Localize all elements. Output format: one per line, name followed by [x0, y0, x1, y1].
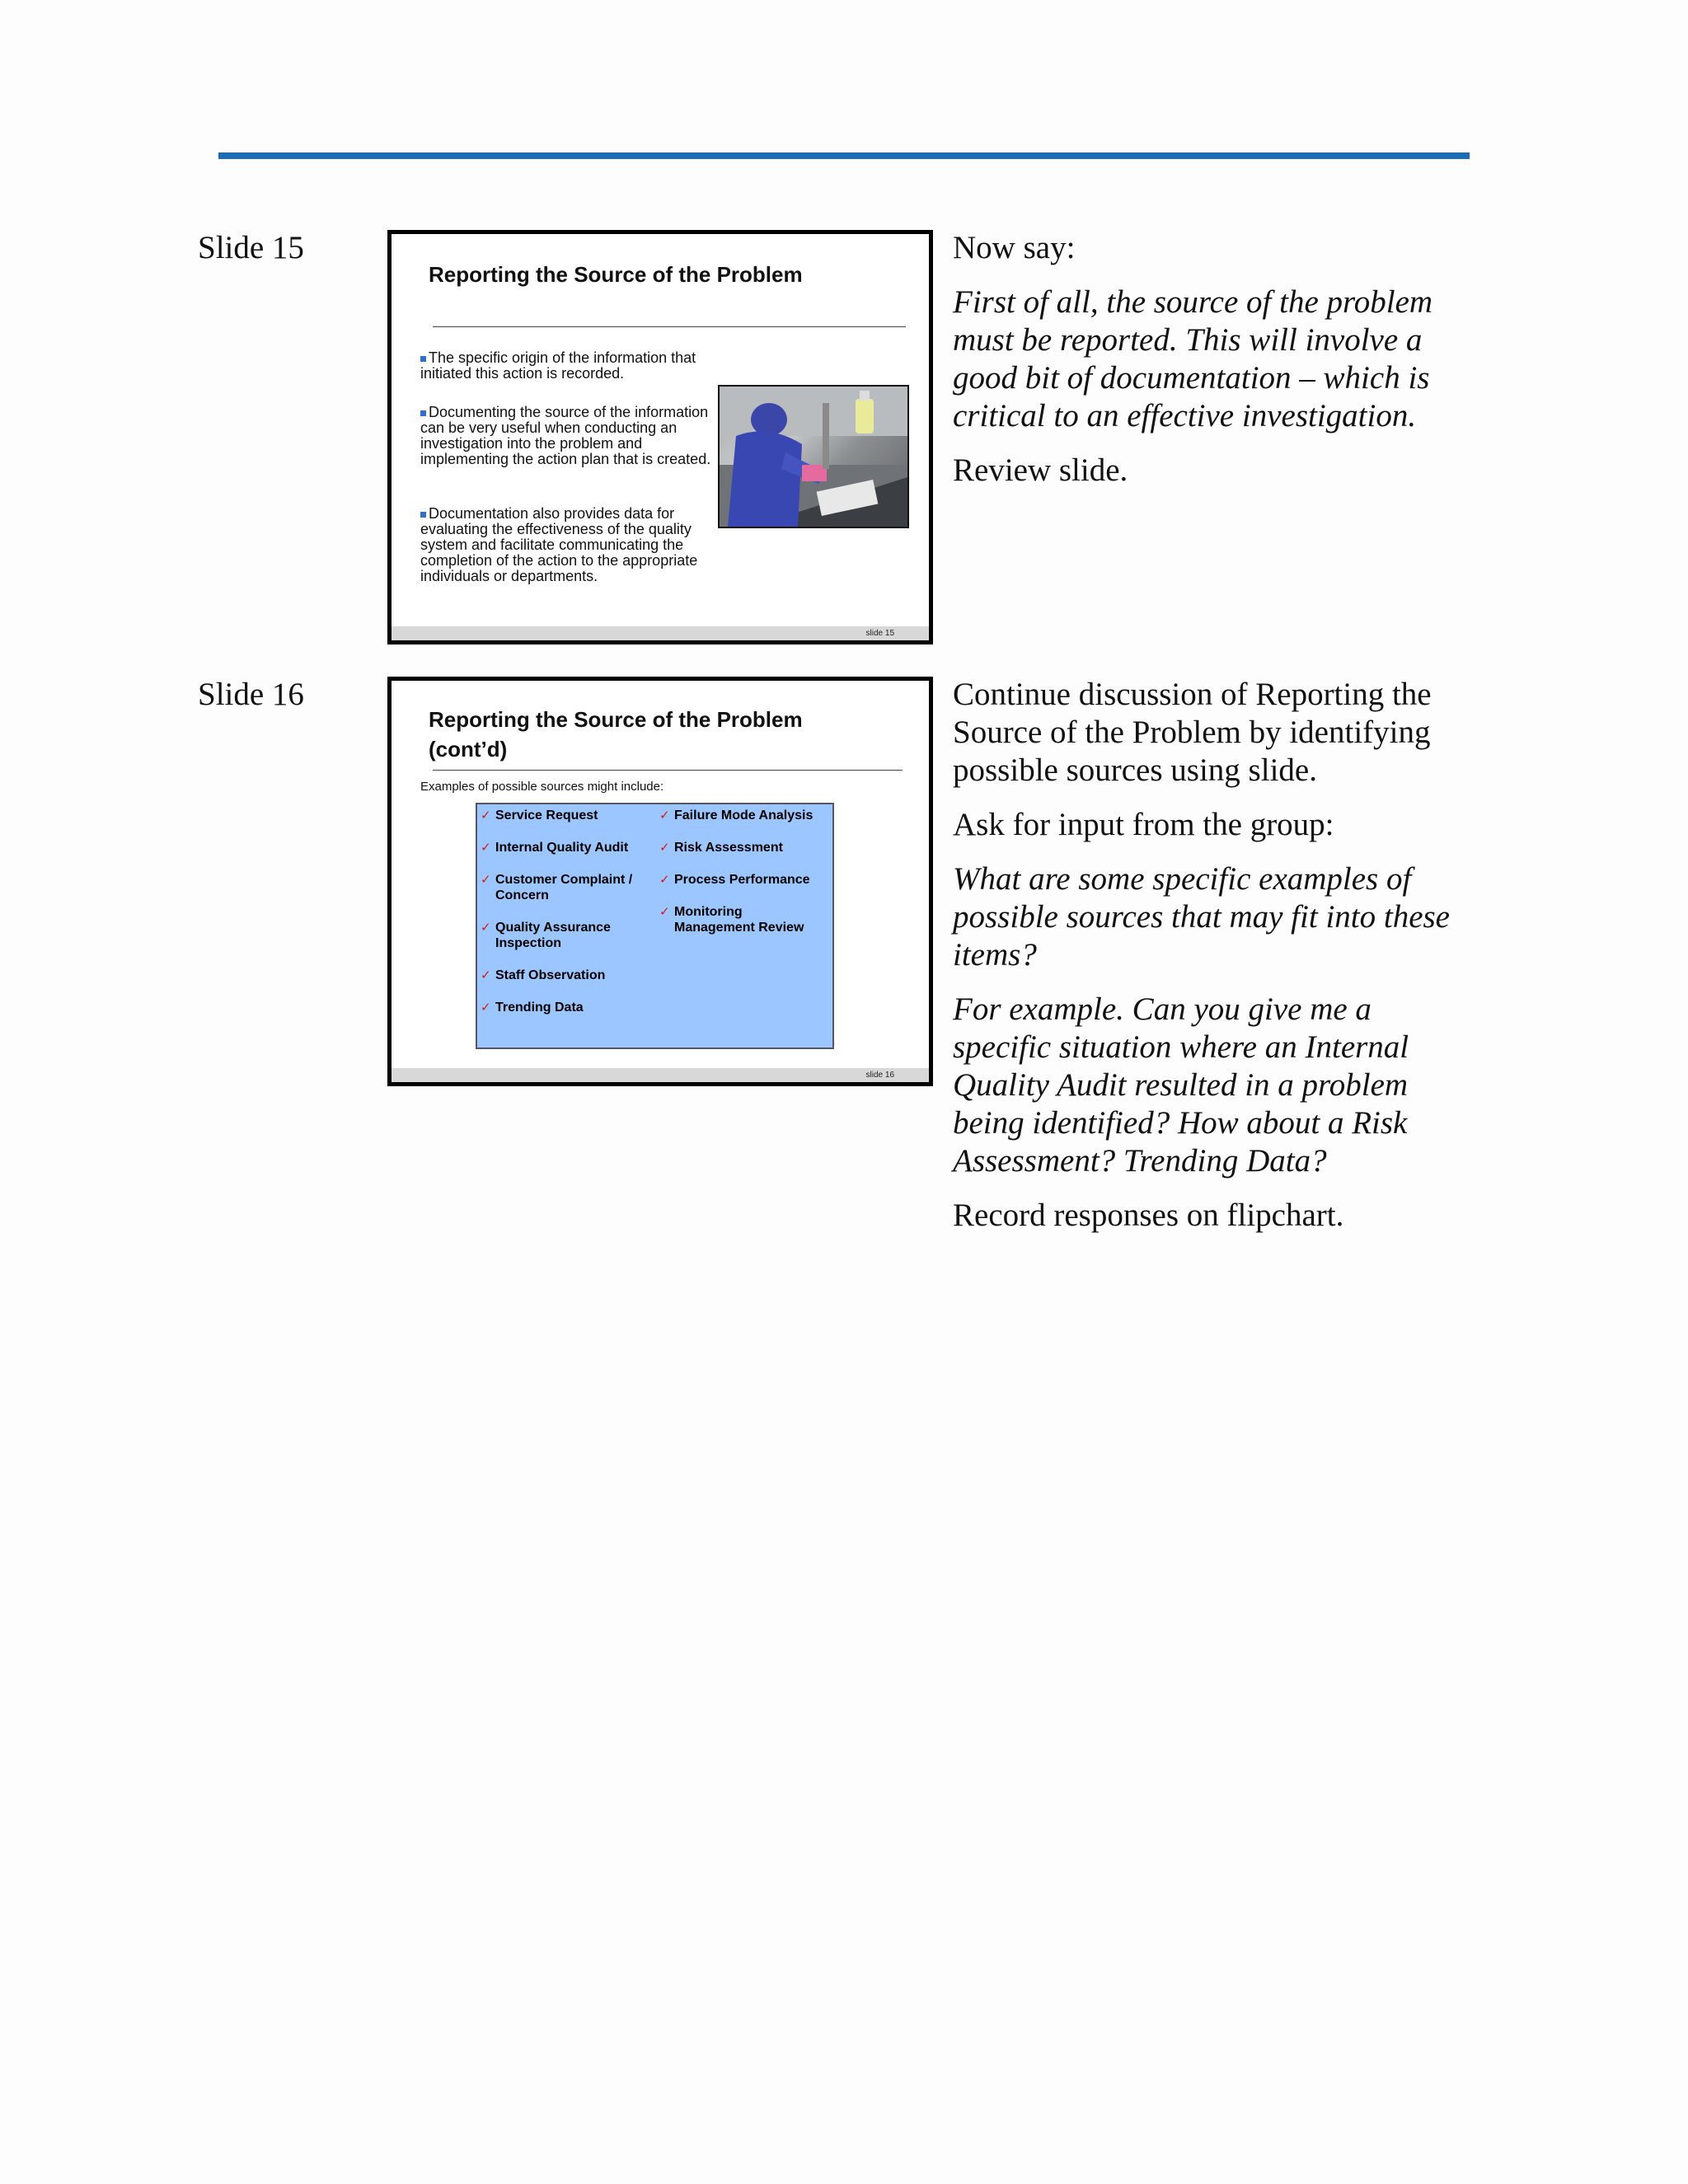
source-item: ✓ Monitoring Management Review [659, 905, 804, 935]
slide-16-label: Slide 16 [198, 677, 304, 712]
slide-15-bullet-2: Documenting the source of the information can be very useful when conducting an investigation into the problem and implementing the action plan that is created. [420, 404, 711, 467]
checkmark-icon: ✓ [659, 873, 670, 887]
source-item: ✓ Service Request [481, 808, 598, 823]
source-item: ✓ Failure Mode Analysis [659, 808, 814, 823]
source-item: ✓ Risk Assessment [659, 841, 783, 855]
slide-15-label: Slide 15 [198, 230, 304, 265]
slide-title-rule [433, 326, 906, 327]
checkmark-icon: ✓ [481, 841, 491, 855]
slide-16-thumbnail [387, 677, 933, 1086]
source-item: ✓ Internal Quality Audit [481, 841, 629, 855]
header-rule [218, 152, 1470, 159]
slide-15-number: slide 15 [865, 629, 894, 638]
note-for-example: For example. Can you give me a specific situation where an Internal Quality Audit resulted in a problem being identified? How about a Risk Assessment? Trending Data? [953, 991, 1409, 1179]
slide-16-title-line-2: (cont’d) [429, 737, 508, 762]
note-review-slide: Review slide. [953, 452, 1128, 488]
sources-left-column [479, 808, 660, 1032]
note-now-say: Now say: [953, 230, 1076, 265]
source-item: ✓ Quality Assurance Inspection [481, 921, 611, 950]
slide-15-notes [953, 229, 1472, 506]
note-source-reported: First of all, the source of the problem must be reported. This will involve a good bit of documentation – which is critical to an effective investigation. [953, 284, 1433, 434]
checkmark-icon: ✓ [481, 1001, 491, 1015]
bullet-square-icon [420, 410, 426, 416]
bullet-square-icon [420, 512, 426, 518]
sources-box [476, 803, 834, 1049]
slide-16-title-line-1: Reporting the Source of the Problem [429, 707, 803, 732]
slide-15-thumbnail [387, 230, 933, 644]
source-item: ✓ Staff Observation [481, 968, 606, 982]
checkmark-icon: ✓ [659, 905, 670, 919]
source-item: ✓ Process Performance [659, 873, 810, 887]
source-item: ✓ Customer Complaint / Concern [481, 873, 633, 902]
slide-title-rule [433, 770, 903, 771]
checkmark-icon: ✓ [481, 873, 491, 887]
slide-16-intro: Examples of possible sources might include: [420, 780, 664, 794]
slide-16-notes [953, 676, 1472, 1251]
slide-15-footer [392, 626, 929, 640]
note-record-responses: Record responses on flipchart. [953, 1197, 1344, 1233]
checkmark-icon: ✓ [481, 808, 491, 823]
note-continue-discussion: Continue discussion of Reporting the Source of the Problem by identifying possible sources using slide. [953, 677, 1432, 788]
note-question-examples: What are some specific examples of possible sources that may fit into these items? [953, 861, 1450, 972]
checkmark-icon: ✓ [659, 841, 670, 855]
checkmark-icon: ✓ [659, 808, 670, 823]
sources-right-column [658, 808, 839, 952]
slide-16-footer [392, 1068, 929, 1082]
slide-15-title: Reporting the Source of the Problem [429, 262, 803, 287]
source-item: ✓ Trending Data [481, 1001, 584, 1015]
note-ask-input: Ask for input from the group: [953, 807, 1334, 842]
slide-15-bullet-3: Documentation also provides data for evaluating the effectiveness of the quality system and facilitate communicating the completion of the action to the appropriate individuals or departments. [420, 505, 698, 584]
checkmark-icon: ✓ [481, 921, 491, 935]
slide-15-bullet-1: The specific origin of the information that initiated this action is recorded. [420, 349, 696, 382]
slide-16-number: slide 16 [865, 1071, 894, 1080]
checkmark-icon: ✓ [481, 968, 491, 982]
bullet-square-icon [420, 356, 426, 362]
lab-worker-photo [718, 385, 909, 528]
